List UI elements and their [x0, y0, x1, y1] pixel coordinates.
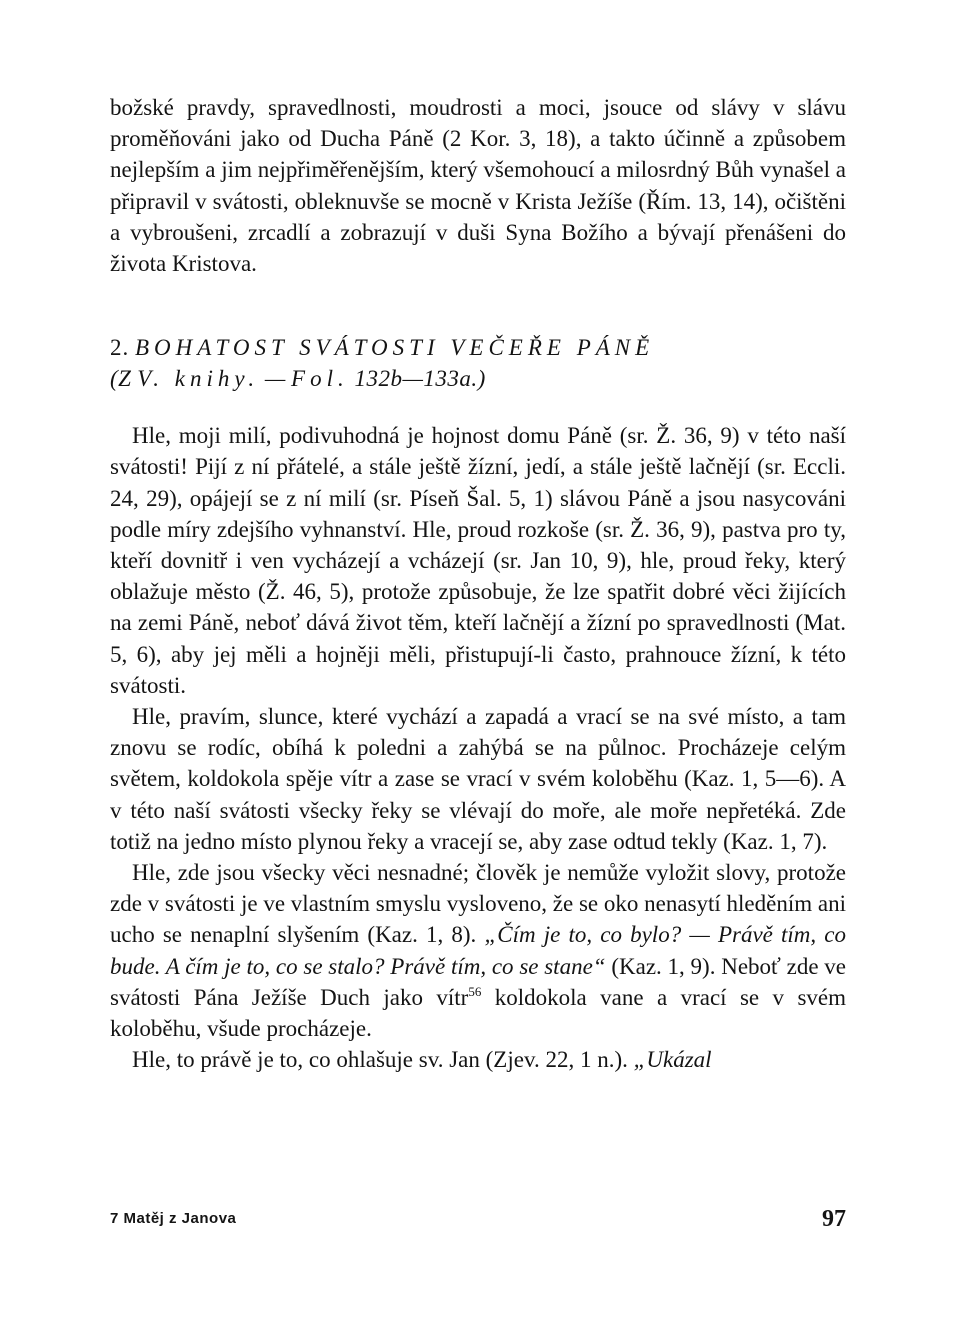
page-footer [110, 1206, 846, 1230]
footnote-marker: 56 [468, 983, 482, 999]
page-body [110, 92, 846, 1075]
paragraph-text: koldokola vane a vrací se v svém koloběhu, všude procházeje. [110, 984, 847, 1042]
paragraph-text: Hle, zde jsou všecky věci nesnadné; člověk je nemůže vyložit slovy, protože zde v svátosti je ve vlastním smyslu vysloveno, že se oko nenasytí hleděním ani ucho se nenaplní slyšením (Kaz. 1, 8). [110, 860, 846, 948]
section-title: BOHATOST SVÁTOSTI VEČEŘE PÁNĚ [135, 335, 655, 361]
italic-quotation: „Čím je to, co bylo? — Právě tím, co bude. A čím je to, co se stalo? Právě tím, co se stane“ [110, 922, 846, 979]
page-number: 97 [822, 1206, 846, 1232]
italic-quotation: „Ukázal [633, 1047, 712, 1073]
source-fol-label: Fol. [291, 366, 349, 392]
signature-mark: 7 Matěj z Janova [110, 1210, 237, 1227]
paragraph-things [110, 857, 846, 1044]
paragraph-text: (Kaz. 1, 9). Neboť zde ve svátosti Pána Ježíše Duch jako vítr [110, 953, 846, 1010]
source-dash: — [264, 366, 286, 392]
paragraph-continuation: božské pravdy, spravedlnosti, moudrosti a moci, jsouce od slávy v slávu proměňováni jako od Ducha Páně (2 Kor. 3, 18), a takto účinně a způsobem nejlepším a jim nejpřiměřenějším, který všemohoucí a milosrdný Bůh vynašel a připravil v svátosti, obleknuvše se mocně v Krista Ježíše (Řím. 13, 14), očištěni a vybroušeni, zrcadlí a zobrazují v duši Syna Božího a bývají přenášeni do života Kristova. [110, 95, 846, 277]
paragraph-text: Hle, to právě je to, co ohlašuje sv. Jan (Zjev. 22, 1 n.). [132, 1047, 628, 1073]
section-number: 2. [110, 335, 130, 361]
source-folio: 132b—133a.) [354, 366, 486, 392]
source-book: V. knihy. [137, 366, 260, 392]
paragraph-revelation [110, 1044, 846, 1075]
paragraph-sun: Hle, pravím, slunce, které vychází a zapadá a vrací se na své místo, a tam znovu se rodíc, obíhá k poledni a zahýbá se na půlnoc. Procházeje celým světem, koldokola spěje vítr a zase se vrací v svém koloběhu (Kaz. 1, 5—6). A v této naší svátosti všecky řeky se vlévají do moře, ale moře nepřetéká. Zde totiž na jedno místo plynou řeky a vracejí se, aby zase odtud tekly (Kaz. 1, 7). [110, 704, 846, 854]
source-ref-open: (Z [110, 366, 132, 392]
section-heading [110, 332, 846, 394]
section-source-reference [110, 363, 846, 394]
paragraph-abundance: Hle, moji milí, podivuhodná je hojnost domu Páně (sr. Ž. 36, 9) v této naší svátosti! Pijí z ní přátelé, a stále ještě žízní, jedí, a stále ještě lačnějí (sr. Eccli. 24, 29), opájejí se z ní milí (sr. Píseň Šal. 5, 1) slávou Páně a jsou nasycováni podle míry zdejšího vyhnanství. Hle, proud rozkoše (sr. Ž. 36, 9), pastva pro ty, kteří dovnitř i ven vycházejí a vcházejí (sr. Jan 10, 9), hle, proud řeky, který oblažuje město (Ž. 46, 5), protože způsobuje, že lze spatřit dobré věci žijících na zemi Páně, neboť dává život těm, kteří lačnějí a žízní po spravedlnosti (Mat. 5, 6), aby jej měli a hojněji měli, přistupují-li často, prahnouce žízní, k této svátosti. [110, 423, 846, 698]
